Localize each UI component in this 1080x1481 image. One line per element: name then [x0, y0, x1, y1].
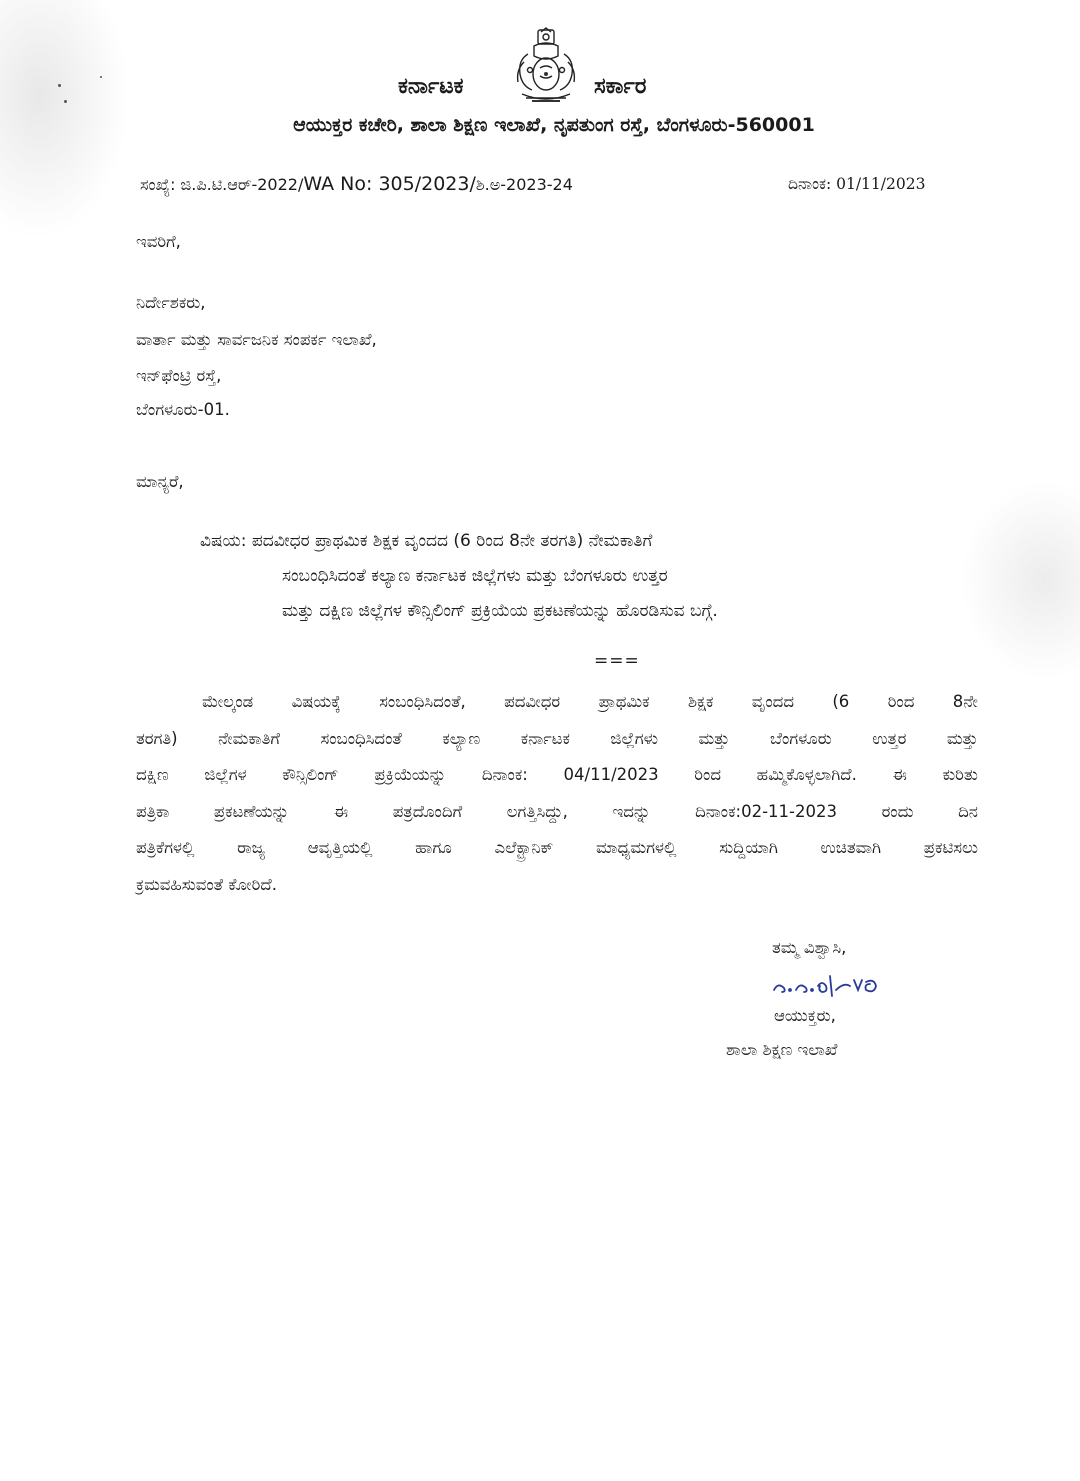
addressee-line: ಇನ್‌ಫೆಂಟ್ರಿ ರಸ್ತೆ, [136, 366, 222, 385]
reference-suffix: ಶಿ.ಅ-2023-24 [475, 175, 573, 194]
salutation: ಮಾನ್ಯರೆ, [136, 472, 184, 491]
body-line: ಕ್ರಮವಹಿಸುವಂತೆ ಕೋರಿದೆ. [136, 874, 277, 894]
reference-case-no: WA No: 305/2023/ [303, 173, 476, 195]
office-address: ಆಯುಕ್ತರ ಕಚೇರಿ, ಶಾಲಾ ಶಿಕ್ಷಣ ಇಲಾಖೆ, ನೃಪತುಂಗ ರಸ್ತೆ, ಬೆಂಗಳೂರು-560001 [293, 114, 815, 136]
addressee-line: ವಾರ್ತಾ ಮತ್ತು ಸಾರ್ವಜನಿಕ ಸಂಪರ್ಕ ಇಲಾಖೆ, [136, 330, 377, 349]
scan-shadow-right [960, 480, 1080, 680]
addressee-line: ಬೆಂಗಳೂರು-01. [136, 400, 230, 419]
government-title-right: ಸರ್ಕಾರ [594, 74, 647, 99]
body-line: ಮೇಲ್ಕಂಡ ವಿಷಯಕ್ಕೆ ಸಂಬಂಧಿಸಿದಂತೆ, ಪದವೀಧರ ಪ್ರಾಥಮಿಕ ಶಿಕ್ಷಕ ವೃಂದದ (6 ರಿಂದ 8ನೇ [202, 692, 978, 711]
karnataka-emblem-icon [508, 26, 584, 106]
subject-line: ಸಂಬಂಧಿಸಿದಂತೆ ಕಲ್ಯಾಣ ಕರ್ನಾಟಕ ಜಿಲ್ಲೆಗಳು ಮತ್ತು ಬೆಂಗಳೂರು ಉತ್ತರ [282, 566, 668, 586]
letter-date: ದಿನಾಂಕ: 01/11/2023 [788, 175, 926, 193]
scan-speck [100, 76, 102, 78]
reference-prefix: ಸಂಖ್ಯೆ: ಜಿ.ಪಿ.ಟಿ.ಆರ್-2022/ [140, 175, 304, 194]
body-line: ಪತ್ರಿಕಾ ಪ್ರಕಟಣೆಯನ್ನು ಈ ಪತ್ರದೊಂದಿಗೆ ಲಗತ್ತಿಸಿದ್ದು, ಇದನ್ನು ದಿನಾಂಕ:02-11-2023 ರಂದು ದಿನ [136, 801, 978, 821]
separator: === [594, 651, 640, 671]
scan-speck [64, 100, 67, 103]
signature-icon [770, 972, 894, 1000]
subject-line: ಮತ್ತು ದಕ್ಷಿಣ ಜಿಲ್ಲೆಗಳ ಕೌನ್ಸಿಲಿಂಗ್ ಪ್ರಕ್ರಿಯೆಯ ಪ್ರಕಟಣೆಯನ್ನು ಹೊರಡಿಸುವ ಬಗ್ಗೆ. [282, 601, 718, 621]
reference-number [140, 173, 573, 195]
signatory-designation: ಆಯುಕ್ತರು, [774, 1006, 836, 1025]
body-line: ದಕ್ಷಿಣ ಜಿಲ್ಲೆಗಳ ಕೌನ್ಸಿಲಿಂಗ್ ಪ್ರಕ್ರಿಯೆಯನ್ನು ದಿನಾಂಕ: 04/11/2023 ರಿಂದ ಹಮ್ಮಿಕೊಳ್ಳಲಾಗಿದೆ. ಈ ಕುರಿತು [136, 765, 978, 784]
addressee-line: ನಿರ್ದೇಶಕರು, [136, 293, 206, 312]
subject-line: ವಿಷಯ: ಪದವೀಧರ ಪ್ರಾಥಮಿಕ ಶಿಕ್ಷಕ ವೃಂದದ (6 ರಿಂದ 8ನೇ ತರಗತಿ) ನೇಮಕಾತಿಗೆ [200, 531, 653, 551]
addressee-to: ಇವರಿಗೆ, [136, 232, 181, 251]
scan-speck [58, 84, 61, 87]
signatory-department: ಶಾಲಾ ಶಿಕ್ಷಣ ಇಲಾಖೆ [726, 1040, 838, 1059]
government-title-left: ಕರ್ನಾಟಕ [398, 74, 464, 99]
subject-block [200, 524, 960, 629]
body-line: ಪತ್ರಿಕೆಗಳಲ್ಲಿ ರಾಜ್ಯ ಆವೃತ್ತಿಯಲ್ಲಿ ಹಾಗೂ ಎಲೆಕ್ಟ್ರಾನಿಕ್ ಮಾಧ್ಯಮಗಳಲ್ಲಿ ಸುದ್ದಿಯಾಗಿ ಉಚಿತವಾಗಿ ಪ್ರಕಟಿಸಲು [136, 838, 978, 857]
closing-faithfully: ತಮ್ಮ ವಿಶ್ವಾಸಿ, [772, 938, 847, 957]
body-line: ತರಗತಿ) ನೇಮಕಾತಿಗೆ ಸಂಬಂಧಿಸಿದಂತೆ ಕಲ್ಯಾಣ ಕರ್ನಾಟಕ ಜಿಲ್ಲೆಗಳು ಮತ್ತು ಬೆಂಗಳೂರು ಉತ್ತರ ಮತ್ತು [136, 728, 978, 748]
body-paragraph [136, 684, 978, 903]
